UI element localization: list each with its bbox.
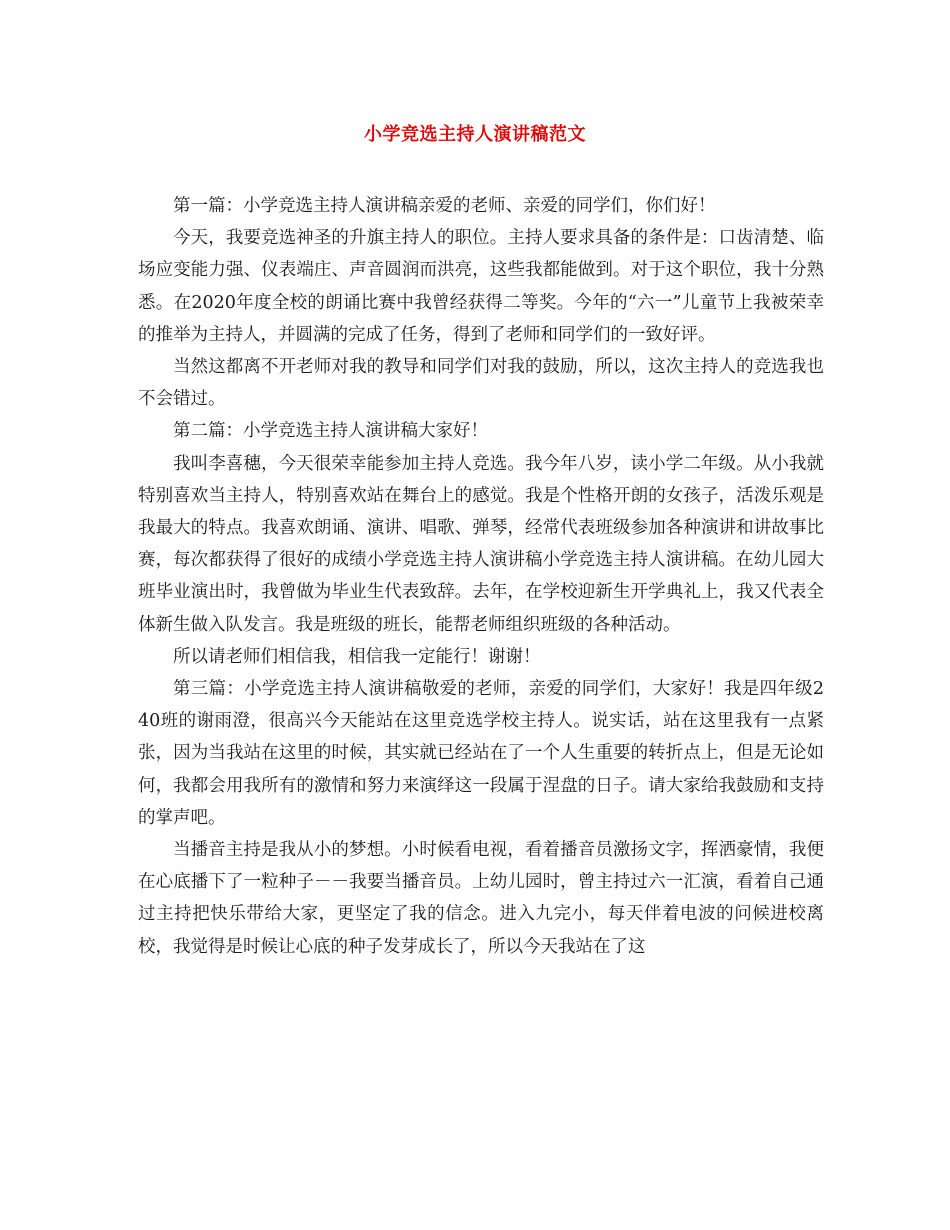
paragraph: 当然这都离不开老师对我的教导和同学们对我的鼓励，所以，这次主持人的竞选我也不会错过。 xyxy=(138,357,824,410)
paragraph: 所以请老师们相信我，相信我一定能行！谢谢！ xyxy=(173,646,541,667)
paragraph: 第三篇：小学竞选主持人演讲稿敬爱的老师，亲爱的同学们，大家好！我是四年级240班的谢雨澄，很高兴今天能站在这里竞选学校主持人。说实话，站在这里我有一点紧张，因为当我站在这里的时候，其实就已经站在了一个人生重要的转折点上，但是无论如何，我都会用我所有的激情和努力来演绎这一段属于涅盘的日子。请大家给我鼓励和支持的掌声吧。 xyxy=(138,679,824,828)
paragraph: 当播音主持是我从小的梦想。小时候看电视，看着播音员激扬文字，挥洒豪情，我便在心底播下了一粒种子－－我要当播音员。上幼儿园时，曾主持过六一汇演，看着自己通过主持把快乐带给大家，更坚定了我的信念。进入九完小，每天伴着电波的问候进校离校，我觉得是时候让心底的种子发芽成长了，所以今天我站在了这 xyxy=(138,840,824,957)
paragraph: 今天，我要竞选神圣的升旗主持人的职位。主持人要求具备的条件是：口齿清楚、临场应变能力强、仪表端庄、声音圆润而洪亮，这些我都能做到。对于这个职位，我十分熟悉。在2020年度全校的朗诵比赛中我曾经获得二等奖。今年的“六一”儿童节上我被荣幸的推举为主持人，并圆满的完成了任务，得到了老师和同学们的一致好评。 xyxy=(138,228,824,345)
paragraph: 第一篇：小学竞选主持人演讲稿亲爱的老师、亲爱的同学们，你们好！ xyxy=(173,196,716,216)
paragraph: 我叫李喜穗，今天很荣幸能参加主持人竞选。我今年八岁，读小学二年级。从小我就特别喜欢当主持人，特别喜欢站在舞台上的感觉。我是个性格开朗的女孩子，活泼乐观是我最大的特点。我喜欢朗诵、演讲、唱歌、弹琴，经常代表班级参加各种演讲和讲故事比赛，每次都获得了很好的成绩小学竞选主持人演讲稿小学竞选主持人演讲稿。在幼儿园大班毕业演出时，我曾做为毕业生代表致辞。去年，在学校迎新生开学典礼上，我又代表全体新生做入队发言。我是班级的班长，能帮老师组织班级的各种活动。 xyxy=(138,453,824,635)
paragraph: 第二篇：小学竞选主持人演讲稿大家好！ xyxy=(173,421,488,442)
document-title: 小学竞选主持人演讲稿范文 xyxy=(364,124,586,145)
document-body xyxy=(138,190,824,963)
